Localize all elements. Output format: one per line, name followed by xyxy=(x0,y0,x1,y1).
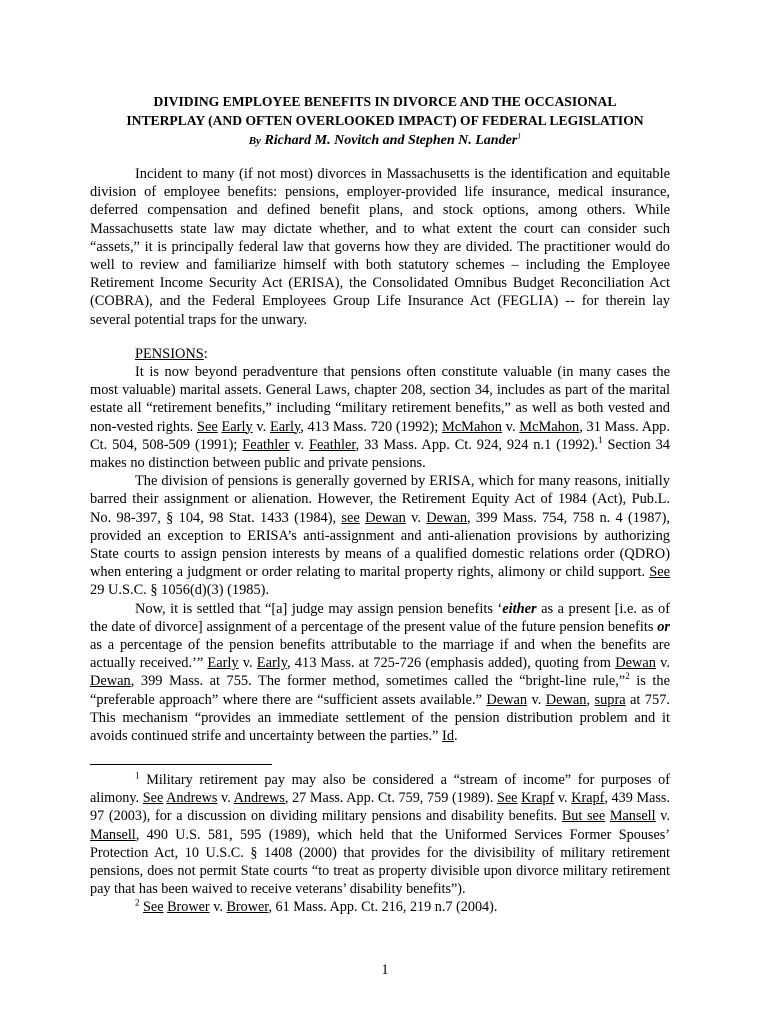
p3-text-g: , xyxy=(586,691,595,708)
p3-text-f: is the “preferable approach” where there are “sufficient assets available.” xyxy=(90,673,670,708)
intro-paragraph xyxy=(90,165,670,329)
p3-text-a: Now, it is settled that “[a] judge may assign pension benefits ‘ xyxy=(135,600,503,617)
p1-text-d: , 33 Mass. App. Ct. 924, 924 n.1 (1992). xyxy=(355,436,599,453)
footnote-ref-2[interactable]: 2 xyxy=(625,671,630,682)
p1-v-3: v. xyxy=(289,436,310,453)
footnotes xyxy=(90,771,670,917)
fn1-see-1: See xyxy=(142,790,164,807)
fn1-v-3: v. xyxy=(655,808,671,825)
fn1-v-1: v. xyxy=(217,790,234,807)
p3-dewan-3: Dewan xyxy=(486,691,528,708)
p2-text-c: 29 U.S.C. § 1056(d)(3) (1985). xyxy=(90,582,270,599)
p3-early-1: Early xyxy=(207,655,239,672)
p1-feathler-2: Feathler xyxy=(309,436,356,453)
footnote-2 xyxy=(90,898,670,916)
p3-v-2: v. xyxy=(655,655,670,672)
p1-early-1: Early xyxy=(221,418,253,435)
p3-supra: supra xyxy=(594,691,626,708)
p1-text-c: , 31 Mass. App. Ct. 504, 508-509 (1991); xyxy=(90,418,670,453)
p3-text-c: as a percentage of the pension benefits attributable to the marriage if and when the benefits are actually received.’” xyxy=(90,637,670,672)
fn1-krapf-1: Krapf xyxy=(521,790,555,807)
document-title xyxy=(60,92,710,130)
p3-text-d: , 413 Mass. at 725-726 (emphasis added), quoting from xyxy=(287,655,616,672)
fn1-text-b: , 27 Mass. App. Ct. 759, 759 (1989). xyxy=(284,790,497,807)
footnote-separator xyxy=(90,764,272,765)
p1-v-2: v. xyxy=(501,418,520,435)
fn1-krapf-2: Krapf xyxy=(571,790,605,807)
p3-v-3: v. xyxy=(527,691,546,708)
p1-text-e: Section 34 makes no distinction between public and private pensions. xyxy=(90,436,670,472)
p2-see: see xyxy=(341,509,360,526)
fn2-text-a: , 61 Mass. App. Ct. 216, 219 n.7 (2004). xyxy=(268,899,498,916)
intro-text: Incident to many (if not most) divorces in Massachusetts is the identification and equitable division of employee benefits: pensions, employer-provided life insurance, medical insurance, deferred compensation and defined benefit plans, and stock options, among others. While Massachusetts state law may dictate whether, and to what extent the court can consider such “assets,” it is principally federal law that governs how they are divided. The practitioner would do well to review and familiarize himself with both statutory schemes – including the Employee Retirement Income Security Act (ERISA), the Consolidated Omnibus Budget Reconciliation Act (COBRA), and the Federal Employees Group Life Insurance Act (FEGLIA) -- for therein lay several potential traps for the unwary. xyxy=(90,166,670,328)
fn2-brower-1: Brower xyxy=(167,899,210,916)
section-heading-colon: : xyxy=(203,346,208,362)
p3-dewan-1: Dewan xyxy=(615,655,656,672)
fn1-text-c: , 439 Mass. 97 (2003), for a discussion on dividing military pensions and disability benefits. xyxy=(90,790,670,825)
fn1-v-2: v. xyxy=(554,790,572,807)
p3-early-2: Early xyxy=(256,655,288,672)
fn1-mansell-2: Mansell xyxy=(90,826,136,843)
p3-either: either xyxy=(502,600,537,617)
byline-authors: Richard M. Novitch and Stephen N. Lander xyxy=(264,133,518,148)
section-heading xyxy=(135,345,208,363)
fn2-see: See xyxy=(143,899,164,916)
p1-early-2: Early xyxy=(270,418,301,435)
p1-v-1: v. xyxy=(252,418,270,435)
byline xyxy=(60,131,710,151)
byline-footnote-mark: 1 xyxy=(517,131,522,141)
page-number: 1 xyxy=(381,962,389,978)
body-text xyxy=(90,363,670,745)
title-line-1: DIVIDING EMPLOYEE BENEFITS IN DIVORCE AND THE OCCASIONAL xyxy=(153,94,617,109)
p2-text-b: , 399 Mass. 754, 758 n. 4 (1987), provided an exception to ERISA’s anti-assignment and anti-alienation provisions by authorizing State courts to assign pension interests by means of a qualified domestic relations order (QDRO) when entering a judgment or order relating to marital property rights, alimony or child support. xyxy=(90,509,670,581)
p2-dewan-2: Dewan xyxy=(426,509,468,526)
footnote-ref-1[interactable]: 1 xyxy=(598,435,603,446)
p1-see: See xyxy=(196,418,218,435)
p1-mcmahon-1: McMahon xyxy=(442,418,502,435)
p3-or: or xyxy=(657,618,670,635)
fn2-brower-2: Brower xyxy=(226,899,269,916)
byline-by: By xyxy=(248,135,261,147)
paragraph-pensions-2 xyxy=(90,472,670,599)
title-line-2: INTERPLAY (AND OFTEN OVERLOOKED IMPACT) OF FEDERAL LEGISLATION xyxy=(126,113,644,128)
p3-dewan-4: Dewan xyxy=(545,691,587,708)
p3-text-b: as a present [i.e. as of the date of divorce] assignment of a percentage of the present value of the future pension benefits xyxy=(90,600,670,635)
footnote-1-mark: 1 xyxy=(135,770,140,781)
p1-mcmahon-2: McMahon xyxy=(519,418,580,435)
p3-text-e: , 399 Mass. at 755. The former method, sometimes called the “bright-line rule,” xyxy=(130,673,626,690)
fn1-text-d: , 490 U.S. 581, 595 (1989), which held that the Uniformed Services Former Spouses’ Protection Act, 10 U.S.C. § 1408 (2000) that provides for the divisibility of military retirement pensions, does not permit State courts “to treat as property divisible upon divorce military retirement pay that has been waived to receive veterans’ disability benefits”). xyxy=(90,826,670,898)
p1-text-b: , 413 Mass. 720 (1992); xyxy=(300,418,442,435)
p3-id: Id xyxy=(442,728,455,745)
paragraph-pensions-1 xyxy=(90,363,670,472)
section-heading-text: PENSIONS xyxy=(135,346,204,362)
p2-see-2: See xyxy=(649,564,670,581)
p1-text-a: It is now beyond peradventure that pensions often constitute valuable (in many cases the most valuable) marital assets. General Laws, chapter 208, section 34, includes as part of the marital estate all “retirement benefits,” including “military retirement benefits,” as well as both vested and non-vested rights. xyxy=(90,364,670,435)
fn1-mansell-1: Mansell xyxy=(609,808,656,825)
p2-v: v. xyxy=(405,509,427,526)
p3-text-h: at 757. This mechanism “provides an immediate settlement of the pension distribution problem and it avoids continued strife and uncertainty between the parties.” xyxy=(90,691,670,745)
paragraph-pensions-3 xyxy=(90,600,670,746)
fn1-andrews-1: Andrews xyxy=(166,790,218,807)
footnote-2-mark: 2 xyxy=(135,897,140,908)
p2-dewan-1: Dewan xyxy=(365,509,406,526)
footnote-1 xyxy=(90,771,670,898)
p1-feathler-1: Feathler xyxy=(242,436,290,453)
fn1-text-a: Military retirement pay may also be considered a “stream of income” for purposes of alimony. xyxy=(90,772,670,807)
fn1-but-see: But see xyxy=(561,808,606,825)
p3-v-1: v. xyxy=(238,655,257,672)
fn1-andrews-2: Andrews xyxy=(233,790,285,807)
fn1-see-2: See xyxy=(496,790,518,807)
p2-text-a: The division of pensions is generally governed by ERISA, which for many reasons, initially barred their assignment or alienation. However, the Retirement Equity Act of 1984 (Act), Pub.L. No. 98-397, § 104, 98 Stat. 1433 (1984), xyxy=(90,473,670,526)
fn2-v: v. xyxy=(209,899,227,916)
p3-dewan-2: Dewan xyxy=(90,673,131,690)
p3-text-i: . xyxy=(454,728,458,745)
